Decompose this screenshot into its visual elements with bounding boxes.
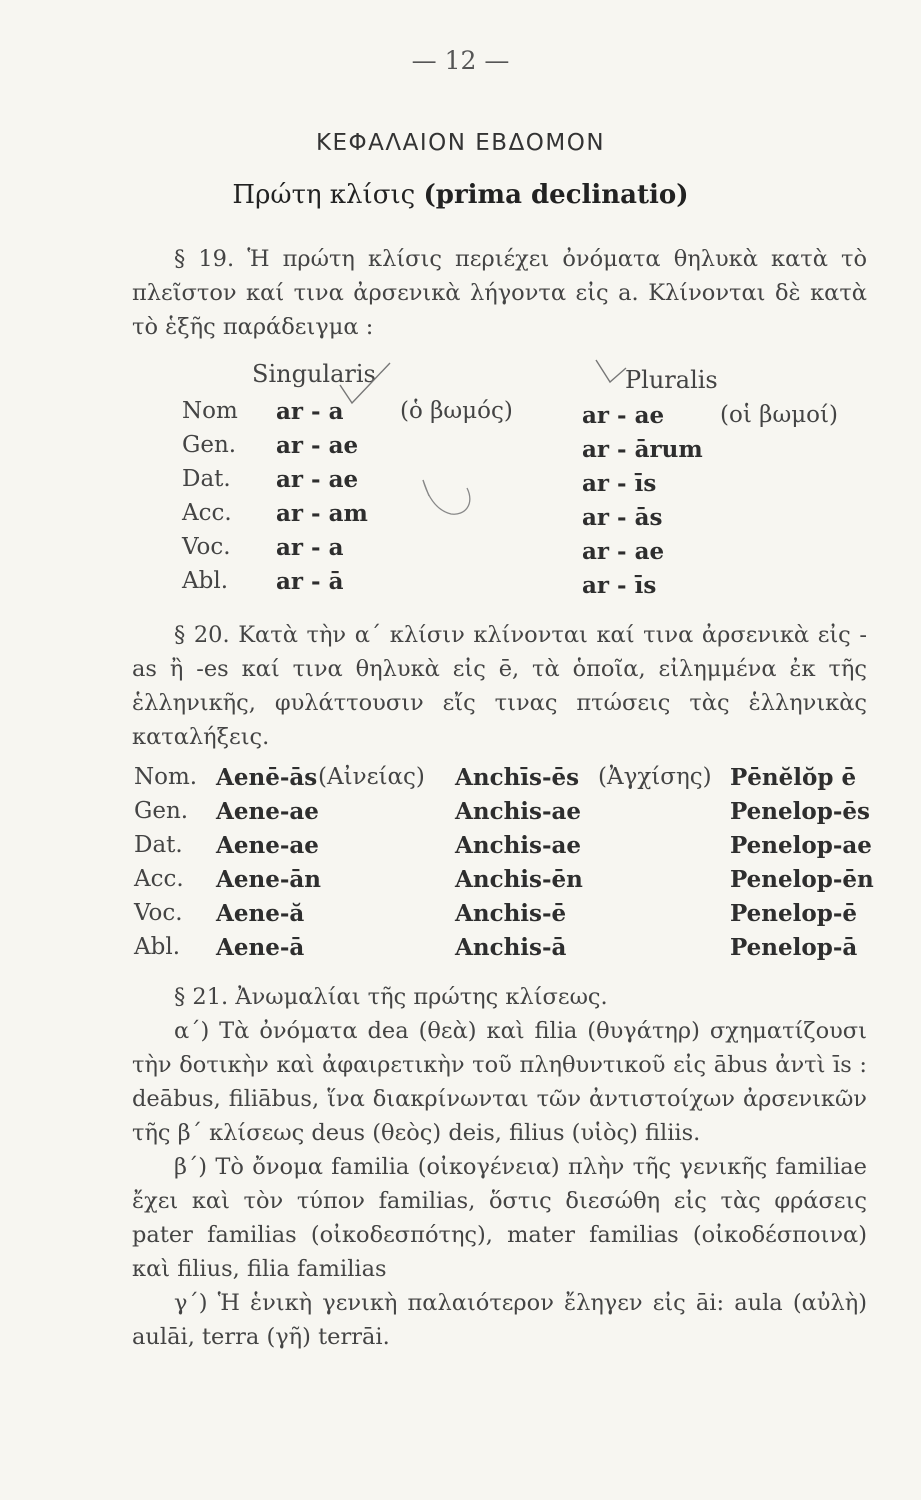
penelope-form: Penelop-ēs bbox=[730, 798, 870, 825]
case-label: Voc. bbox=[134, 900, 183, 926]
anchises-form: Anchis-ā bbox=[455, 934, 567, 961]
plural-form: ar - īs bbox=[582, 470, 657, 497]
case-label: Acc. bbox=[134, 866, 184, 892]
aeneas-form: Aene-ā bbox=[216, 934, 305, 961]
plural-form: ar - ārum bbox=[582, 436, 703, 463]
singular-form: ar - ae bbox=[276, 466, 359, 493]
aeneas-form: Aenē-ās bbox=[216, 764, 318, 791]
case-label: Gen. bbox=[134, 798, 189, 824]
singular-form: ar - a bbox=[276, 398, 344, 425]
anchises-form: Anchis-ae bbox=[455, 798, 582, 825]
penelope-form: Penelop-ē bbox=[730, 900, 858, 927]
singular-form: ar - ā bbox=[276, 568, 344, 595]
penelope-form: Penelop-ēn bbox=[730, 866, 874, 893]
pencil-scribble bbox=[415, 470, 485, 530]
paragraph-section-19: § 19. Ἡ πρώτη κλίσις περιέχει ὀνόματα θηλυκὰ κατὰ τὸ πλεῖστον καί τινα ἀρσενικὰ λήγοντα εἰς a. Κλίνονται δὲ κατὰ τὸ ἑξῆς παράδειγμα : bbox=[132, 246, 867, 340]
penelope-form: Penelop-ae bbox=[730, 832, 872, 859]
case-label: Acc. bbox=[182, 500, 232, 526]
subtitle-greek: Πρώτη κλίσις bbox=[232, 180, 416, 210]
penelope-form: Penelop-ā bbox=[730, 934, 858, 961]
singular-form: ar - a bbox=[276, 534, 344, 561]
anchises-form: Anchis-ae bbox=[455, 832, 582, 859]
singular-header: Singularis bbox=[252, 360, 376, 388]
paragraph-anomaly-g: γ΄) Ἡ ἑνικὴ γενικὴ παλαιότερον ἔληγεν εἰς āi: aula (αὐλὴ) aulāi, terra (γῆ) terrāi. bbox=[132, 1290, 867, 1350]
paragraph-section-20: § 20. Κατὰ τὴν α΄ κλίσιν κλίνονται καί τινα ἀρσενικὰ εἰς -as ἢ -es καί τινα θηλυκὰ εἰς ē, τὰ ὁποῖα, εἰλημμένα ἐκ τῆς ἑλληνικῆς, φυλάττουσιν εἴς τινας πτώσεις τὰς ἑλληνικὰς καταλήξεις. bbox=[132, 622, 867, 750]
aeneas-form: Aene-ae bbox=[216, 832, 319, 859]
case-label: Nom bbox=[182, 398, 238, 424]
subtitle-latin: (prima declinatio) bbox=[423, 180, 689, 210]
plural-note: (οἱ βωμοί) bbox=[720, 402, 838, 428]
plural-header: Pluralis bbox=[625, 366, 718, 394]
plural-form: ar - ae bbox=[582, 402, 665, 429]
paragraph-anomaly-a: α΄) Τὰ ὀνόματα dea (θεὰ) καὶ filia (θυγάτηρ) σχηματίζουσι τὴν δοτικὴν καὶ ἀφαιρετικὴν τοῦ πληθυντικοῦ εἰς ābus ἀντὶ īs : deābus, filiābus, ἵνα διακρίνωνται τῶν ἀντιστοίχων ἀρσενικῶν τῆς β΄ κλίσεως deus (θεὸς) deis, filius (υἱὸς) filiis. bbox=[132, 1018, 867, 1146]
aeneas-form: Aene-ae bbox=[216, 798, 319, 825]
case-label: Abl. bbox=[134, 934, 180, 960]
chapter-title: ΚΕΦΑΛΑΙΟΝ ΕΒΔΟΜΟΝ bbox=[315, 130, 606, 156]
case-label: Dat. bbox=[182, 466, 231, 492]
section-subtitle bbox=[0, 180, 921, 210]
case-label: Gen. bbox=[182, 432, 237, 458]
plural-form: ar - ās bbox=[582, 504, 663, 531]
anchises-note: (Ἀγχίσης) bbox=[598, 764, 712, 790]
case-label: Voc. bbox=[182, 534, 231, 560]
pencil-check-mark-plural bbox=[592, 352, 632, 392]
penelope-form: Pēnĕlŏp ē bbox=[730, 764, 857, 791]
aeneas-note: (Αἰνείας) bbox=[318, 764, 425, 790]
anchises-form: Anchīs-ēs bbox=[455, 764, 580, 791]
paragraph-section-21-heading: § 21. Ἀνωμαλίαι τῆς πρώτης κλίσεως. bbox=[174, 984, 608, 1010]
singular-form: ar - am bbox=[276, 500, 368, 527]
aeneas-form: Aene-ă bbox=[216, 900, 305, 927]
plural-form: ar - īs bbox=[582, 572, 657, 599]
pencil-check-mark bbox=[330, 355, 410, 415]
anchises-form: Anchis-ēn bbox=[455, 866, 583, 893]
anchises-form: Anchis-ē bbox=[455, 900, 567, 927]
case-label: Nom. bbox=[134, 764, 198, 790]
case-label: Dat. bbox=[134, 832, 183, 858]
aeneas-form: Aene-ān bbox=[216, 866, 322, 893]
singular-form: ar - ae bbox=[276, 432, 359, 459]
page-number: — 12 — bbox=[411, 46, 510, 75]
plural-form: ar - ae bbox=[582, 538, 665, 565]
case-label: Abl. bbox=[182, 568, 228, 594]
singular-note: (ὁ βωμός) bbox=[400, 398, 513, 424]
paragraph-anomaly-b: β΄) Τὸ ὄνομα familia (οἰκογένεια) πλὴν τῆς γενικῆς familiae ἔχει καὶ τὸν τύπον familias, ὅστις διεσώθη εἰς τὰς φράσεις pater familias (οἰκοδεσπότης), mater familias (οἰκοδέσποινα) καὶ filius, filia familias bbox=[132, 1154, 867, 1282]
